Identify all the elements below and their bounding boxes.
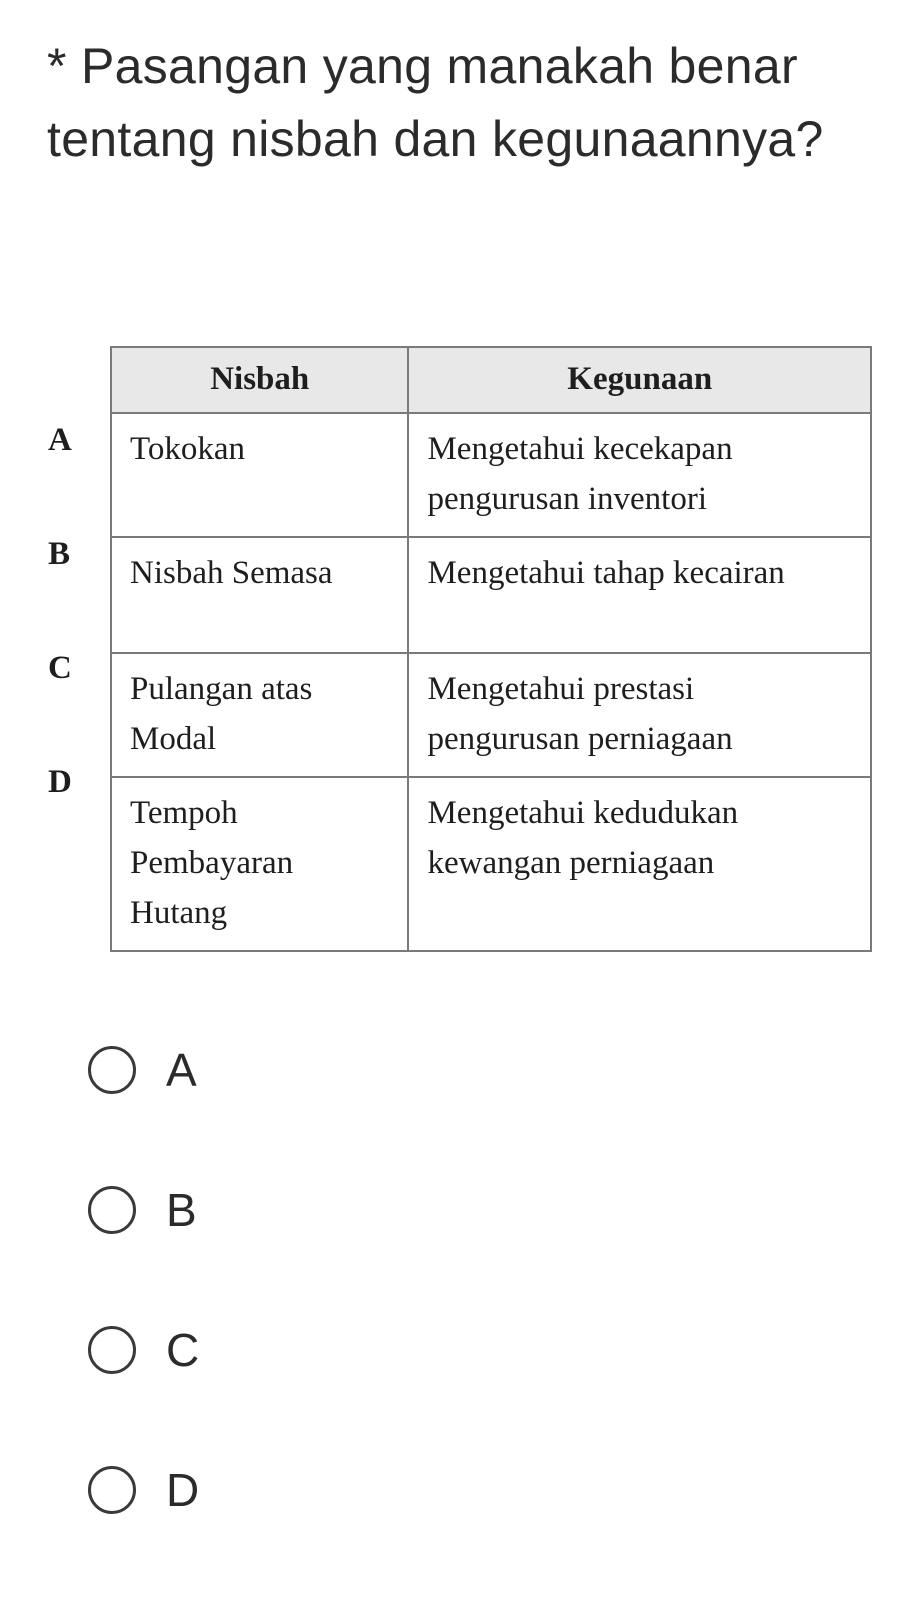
table-row — [111, 777, 871, 951]
table-header-row — [111, 347, 871, 413]
option-c[interactable] — [88, 1320, 199, 1380]
cell-kegunaan: Mengetahui kecekapan pengurusan inventori — [408, 413, 871, 537]
option-d[interactable] — [88, 1460, 199, 1520]
table-row — [111, 653, 871, 777]
cell-nisbah: Tempoh Pembayaran Hutang — [111, 777, 408, 951]
cell-nisbah: Pulangan atas Modal — [111, 653, 408, 777]
cell-kegunaan: Mengetahui prestasi pengurusan perniagaan — [408, 653, 871, 777]
radio-c[interactable] — [88, 1326, 136, 1374]
radio-d[interactable] — [88, 1466, 136, 1514]
cell-kegunaan: Mengetahui kedudukan kewangan perniagaan — [408, 777, 871, 951]
option-b[interactable] — [88, 1180, 197, 1240]
option-c-label: C — [166, 1324, 200, 1376]
nisbah-table — [110, 346, 872, 952]
option-d-label: D — [166, 1464, 200, 1516]
cell-kegunaan: Mengetahui tahap kecairan — [408, 537, 871, 653]
table-row — [111, 413, 871, 537]
header-kegunaan: Kegunaan — [408, 347, 871, 413]
row-letter-d: D — [48, 764, 72, 800]
option-a[interactable] — [88, 1040, 197, 1100]
row-letter-c: C — [48, 650, 72, 686]
header-nisbah: Nisbah — [111, 347, 408, 413]
cell-nisbah: Tokokan — [111, 413, 408, 537]
option-a-label: A — [166, 1044, 197, 1096]
row-letter-b: B — [48, 536, 71, 572]
radio-a[interactable] — [88, 1046, 136, 1094]
option-b-label: B — [166, 1184, 197, 1236]
row-letter-a: A — [48, 422, 72, 458]
cell-nisbah: Nisbah Semasa — [111, 537, 408, 653]
radio-b[interactable] — [88, 1186, 136, 1234]
question-text: * Pasangan yang manakah benar tentang nisbah dan kegunaannya? — [47, 38, 824, 167]
table-row — [111, 537, 871, 653]
